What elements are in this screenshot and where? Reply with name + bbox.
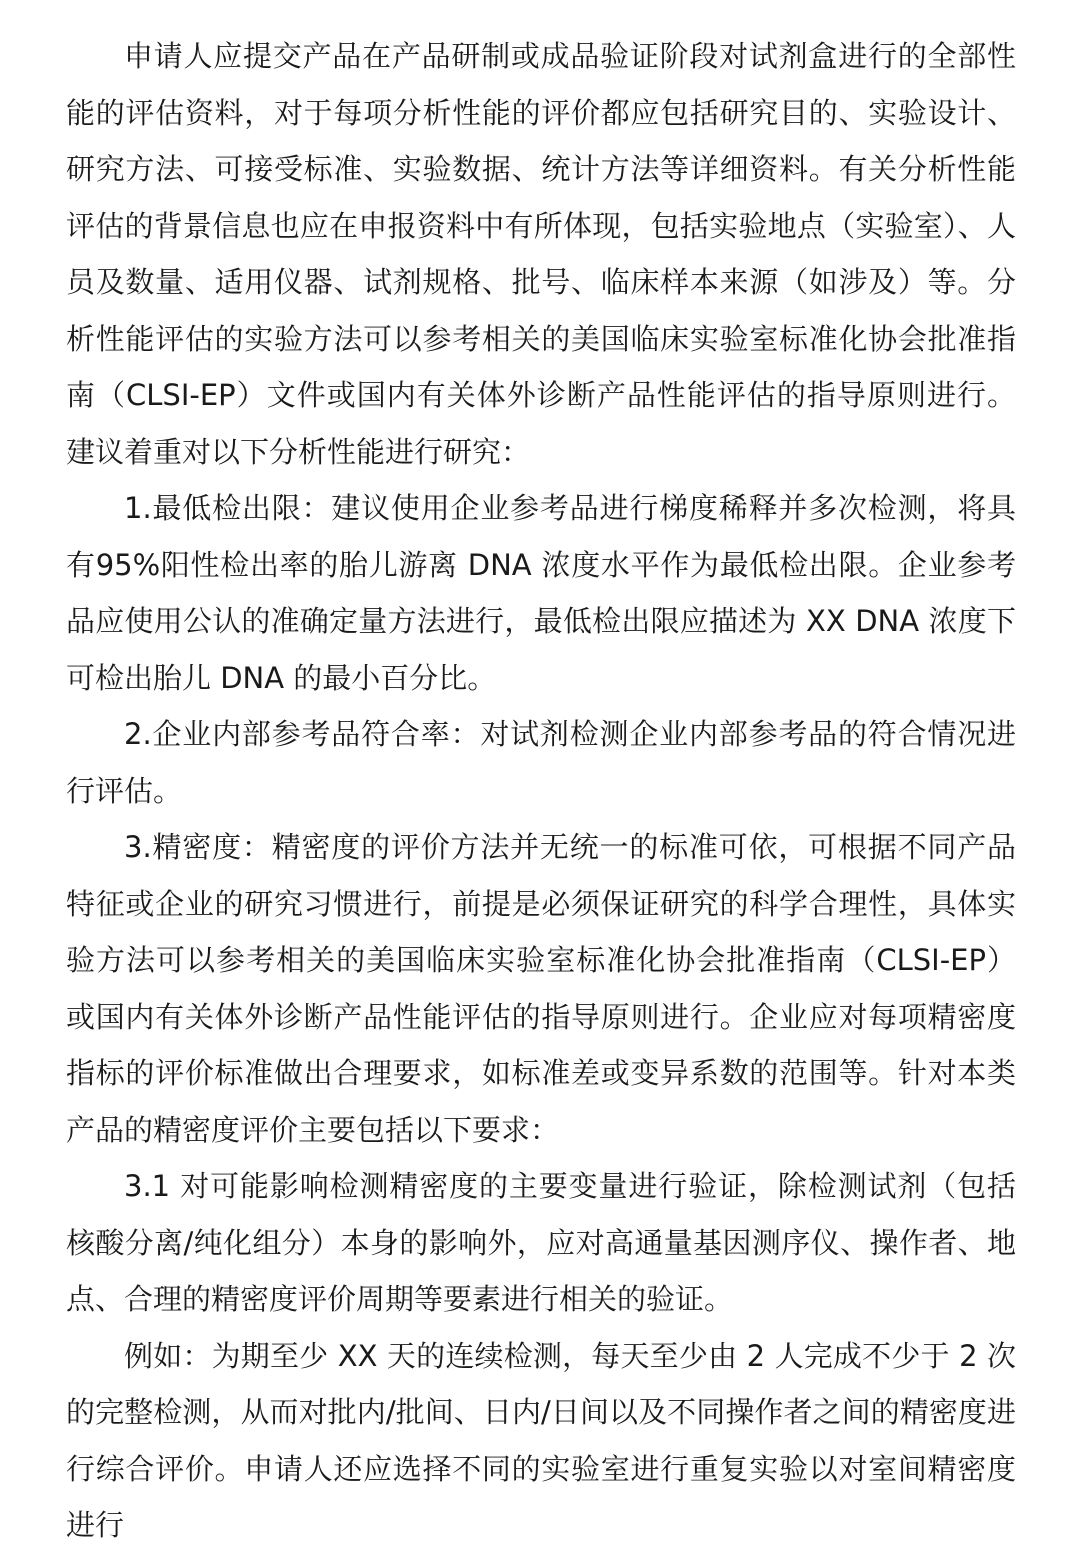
paragraph-precision-variables: 3.1 对可能影响检测精密度的主要变量进行验证，除检测试剂（包括核酸分离/纯化组分）本身的影响外，应对高通量基因测序仪、操作者、地点、合理的精密度评价周期等要素进行相关的验证。: [66, 1169, 1016, 1316]
paragraph-example: 例如：为期至少 XX 天的连续检测，每天至少由 2 人完成不少于 2 次的完整检测，从而对批内/批间、日内/日间以及不同操作者之间的精密度进行综合评价。申请人还应选择不同的实验室进行重复实验以对室间精密度进行: [66, 1338, 1016, 1542]
paragraph-precision: 3.精密度：精密度的评价方法并无统一的标准可依，可根据不同产品特征或企业的研究习惯进行，前提是必须保证研究的科学合理性，具体实验方法可以参考相关的美国临床实验室标准化协会批准指南（CLSI-EP）或国内有关体外诊断产品性能评估的指导原则进行。企业应对每项精密度指标的评价标准做出合理要求，如标准差或变异系数的范围等。针对本类产品的精密度评价主要包括以下要求：: [66, 830, 1016, 1147]
paragraph-intro: 申请人应提交产品在产品研制或成品验证阶段对试剂盒进行的全部性能的评估资料，对于每项分析性能的评价都应包括研究目的、实验设计、研究方法、可接受标准、实验数据、统计方法等详细资料。有关分析性能评估的背景信息也应在申报资料中有所体现，包括实验地点（实验室）、人员及数量、适用仪器、试剂规格、批号、临床样本来源（如涉及）等。分析性能评估的实验方法可以参考相关的美国临床实验室标准化协会批准指南（CLSI-EP）文件或国内有关体外诊断产品性能评估的指导原则进行。建议着重对以下分析性能进行研究：: [66, 39, 1016, 469]
paragraph-detection-limit: 1.最低检出限：建议使用企业参考品进行梯度稀释并多次检测，将具有95%阳性检出率的胎儿游离 DNA 浓度水平作为最低检出限。企业参考品应使用公认的准确定量方法进行，最低检出限应描述为 XX DNA 浓度下可检出胎儿 DNA 的最小百分比。: [66, 491, 1016, 695]
paragraph-reference-concordance: 2.企业内部参考品符合率：对试剂检测企业内部参考品的符合情况进行评估。: [66, 717, 1016, 808]
document-page: [66, 28, 1016, 1554]
